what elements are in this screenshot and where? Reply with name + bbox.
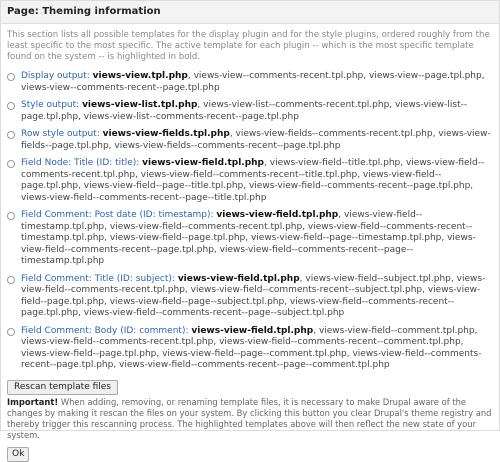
bullet-icon bbox=[7, 160, 15, 168]
list-item-style-output bbox=[7, 100, 493, 123]
important-description: When adding, removing, or renaming template files, it is necessary to make Drupal aware of the changes by making it rescan the files on your system. By clicking this button you clear Drupal's theme registry and thereby trigger this rescanning process. The highlighted templates above will then reflect the new state of your system. bbox=[7, 396, 492, 440]
rescan-help-text bbox=[7, 397, 493, 441]
template-candidates: , views-view-list--comments-recent.tpl.php, views-view-list--page.tpl.php, views-view-list--comments-recent--page.tpl.php bbox=[21, 100, 468, 122]
important-label: Important! bbox=[7, 396, 59, 407]
bullet-icon bbox=[7, 276, 15, 284]
active-template: views-view-field.tpl.php bbox=[142, 158, 265, 168]
field-comment-body-link[interactable]: Field Comment: Body (ID: comment): bbox=[21, 325, 189, 336]
active-template: views-view-list.tpl.php bbox=[82, 100, 198, 110]
list-item-field-comment-body bbox=[7, 326, 493, 372]
template-list bbox=[1, 71, 499, 372]
list-item-row-style-output bbox=[7, 129, 493, 152]
bullet-icon bbox=[7, 212, 15, 220]
template-candidates: , views-view-field--timestamp.tpl.php, views-view-field--comments-recent.tpl.php, views-view-field--comments-recent--timestamp.tpl.php, views-view-field--page.tpl.php, views-view-field--page--timestamp.tpl.php, views-view-field--comments-recent--page.tpl.php, views-view-field--comments-recent--page--timestamp.tpl.php bbox=[21, 210, 476, 266]
rescan-template-files-button[interactable]: Rescan template files bbox=[7, 380, 118, 395]
field-node-title-link[interactable]: Field Node: Title (ID: title): bbox=[21, 158, 140, 168]
list-item-field-comment-title bbox=[7, 274, 493, 320]
style-output-link[interactable]: Style output: bbox=[21, 100, 80, 110]
bullet-icon bbox=[7, 328, 15, 336]
template-candidates: , views-view-fields--comments-recent.tpl.php, views-view-fields--page.tpl.php, views-view-fields--comments-recent--page.tpl.php bbox=[21, 129, 491, 151]
bullet-icon bbox=[7, 73, 15, 81]
intro-text: This section lists all possible templates for the display plugin and for the style plugins, ordered roughly from the least specific to the most specific. The active template for each plugin -- which is the most specific template found on the system -- is highlighted in bold. bbox=[7, 30, 490, 62]
field-comment-post-date-link[interactable]: Field Comment: Post date (ID: timestamp): bbox=[21, 210, 214, 220]
field-comment-title-link[interactable]: Field Comment: Title (ID: subject): bbox=[21, 273, 175, 284]
template-candidates: , views-view-field--title.tpl.php, views-view-field--comments-recent.tpl.php, views-view-field--comments-recent--title.tpl.php, views-view-field--page.tpl.php, views-view-field--page--title.tpl.php, views-view-field--comments-recent--page.tpl.php, views-view-field--comments-recent--page--title.tpl.php bbox=[21, 158, 485, 203]
active-template: views-view.tpl.php bbox=[92, 71, 188, 81]
active-template: views-view-field.tpl.php bbox=[177, 273, 300, 284]
bullet-icon bbox=[7, 102, 15, 110]
template-candidates: , views-view-field--subject.tpl.php, views-view-field--comments-recent.tpl.php, views-view-field--comments-recent--subject.tpl.php, views-view-field--page.tpl.php, views-view-field--page--subject.tpl.php, views-view-field--comments-recent--page.tpl.php, views-view-field--comments-recent--page--subject.tpl.php bbox=[21, 273, 486, 318]
active-template: views-view-field.tpl.php bbox=[216, 210, 339, 220]
row-style-output-link[interactable]: Row style output: bbox=[21, 129, 100, 139]
bullet-icon bbox=[7, 131, 15, 139]
ok-button[interactable]: Ok bbox=[7, 447, 29, 462]
display-output-link[interactable]: Display output: bbox=[21, 71, 90, 81]
active-template: views-view-fields.tpl.php bbox=[102, 129, 230, 139]
list-item-field-comment-post-date bbox=[7, 210, 493, 268]
template-candidates: , views-view--comments-recent.tpl.php, views-view--page.tpl.php, views-view--comments-recent--page.tpl.php bbox=[21, 71, 485, 93]
template-candidates: , views-view-field--comment.tpl.php, views-view-field--comments-recent.tpl.php, views-view-field--comments-recent--comment.tpl.php, views-view-field--page.tpl.php, views-view-field--page--comment.tpl.php, views-view-field--comments-recent--page.tpl.php, views-view-field--comments-recent--page--comment.tpl.php bbox=[21, 325, 482, 370]
list-item-display-output bbox=[7, 71, 493, 94]
list-item-field-node-title bbox=[7, 158, 493, 204]
active-template: views-view-field.tpl.php bbox=[191, 325, 314, 336]
page-title: Page: Theming information bbox=[1, 1, 499, 24]
